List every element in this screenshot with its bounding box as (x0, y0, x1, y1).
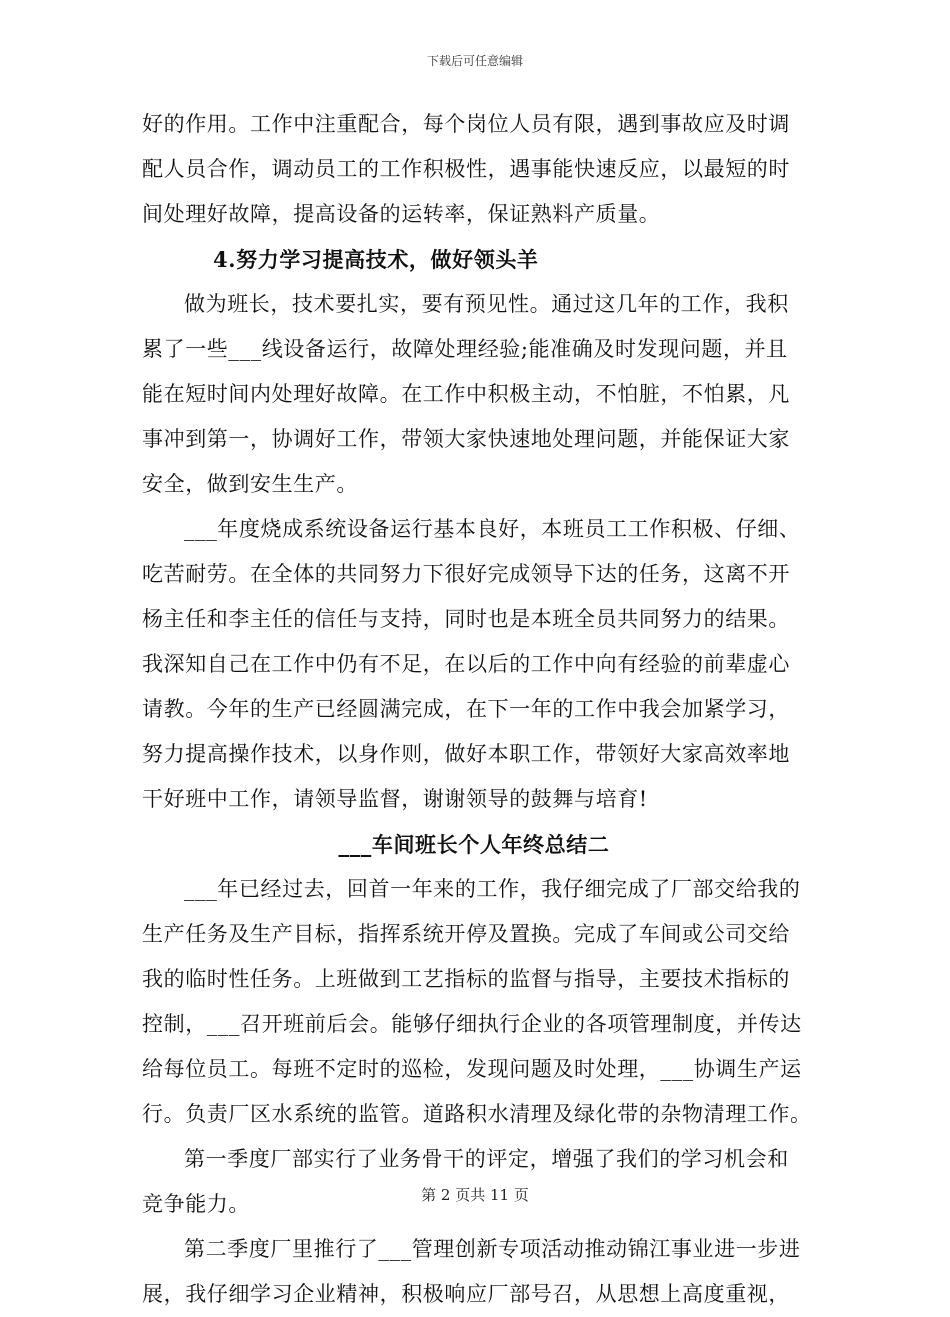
body-line: 好的作用。工作中注重配合，每个岗位人员有限，遇到事故应及时调 (142, 112, 790, 136)
body-line: 能在短时间内处理好故障。在工作中积极主动，不怕脏，不怕累，凡 (142, 382, 790, 406)
document-body (142, 102, 812, 1317)
body-line: 配人员合作，调动员工的工作积极性，遇事能快速反应，以最短的时 (142, 157, 790, 181)
body-line: 安全，做到安生生产。 (142, 472, 358, 496)
body-line: 控制，___召开班前后会。能够仔细执行企业的各项管理制度，并传达 (142, 1012, 802, 1036)
paragraph-start-line: ___年度烧成系统设备运行基本良好，本班员工工作积极、仔细、 (184, 517, 801, 541)
body-line: 事冲到第一，协调好工作，带领大家快速地处理问题，并能保证大家 (142, 427, 790, 451)
body-line: 杨主任和李主任的信任与支持，同时也是本班全员共同努力的结果。 (142, 607, 790, 631)
body-line: 吃苦耐劳。在全体的共同努力下很好完成领导下达的任务，这离不开 (142, 562, 790, 586)
section-heading: 4.努力学习提高技术，做好领头羊 (213, 247, 539, 272)
paragraph-start-line: 做为班长，技术要扎实，要有预见性。通过这几年的工作，我积 (184, 292, 789, 316)
paragraph-start-line: 第一季度厂部实行了业务骨干的评定，增强了我们的学习机会和 (184, 1147, 789, 1171)
body-line: 我的临时性任务。上班做到工艺指标的监督与指导，主要技术指标的 (142, 967, 790, 991)
page-footer: 第 2 页共 11 页 (421, 1186, 529, 1204)
body-line: 行。负责厂区水系统的监管。道路积水清理及绿化带的杂物清理工作。 (142, 1102, 812, 1126)
paragraph-start-line: ___年已经过去，回首一年来的工作，我仔细完成了厂部交给我的 (184, 877, 801, 901)
page-header: 下载后可任意编辑 (426, 54, 523, 68)
paragraph-start-line: 第二季度厂里推行了___管理创新专项活动推动锦江事业进一步进 (184, 1237, 801, 1261)
body-line: 间处理好故障，提高设备的运转率，保证熟料产质量。 (142, 202, 661, 226)
body-line: 努力提高操作技术，以身作则，做好本职工作，带领好大家高效率地 (142, 742, 790, 766)
body-line: 干好班中工作，请领导监督，谢谢领导的鼓舞与培育! (142, 787, 648, 811)
body-line: 竞争能力。 (142, 1192, 250, 1216)
body-line: 累了一些___线设备运行，故障处理经验;能准确及时发现问题，并且 (142, 337, 788, 361)
body-line: 展，我仔细学习企业精神，积极响应厂部号召，从思想上高度重视， (142, 1282, 790, 1306)
body-line: 我深知自己在工作中仍有不足，在以后的工作中向有经验的前辈虚心 (142, 652, 790, 676)
body-line: 给每位员工。每班不定时的巡检，发现问题及时处理，___协调生产运 (142, 1057, 802, 1081)
body-line: 生产任务及生产目标，指挥系统开停及置换。完成了车间或公司交给 (142, 922, 790, 946)
section-title: ___车间班长个人年终总结二 (338, 832, 610, 857)
body-line: 请教。今年的生产已经圆满完成，在下一年的工作中我会加紧学习， (142, 697, 790, 721)
